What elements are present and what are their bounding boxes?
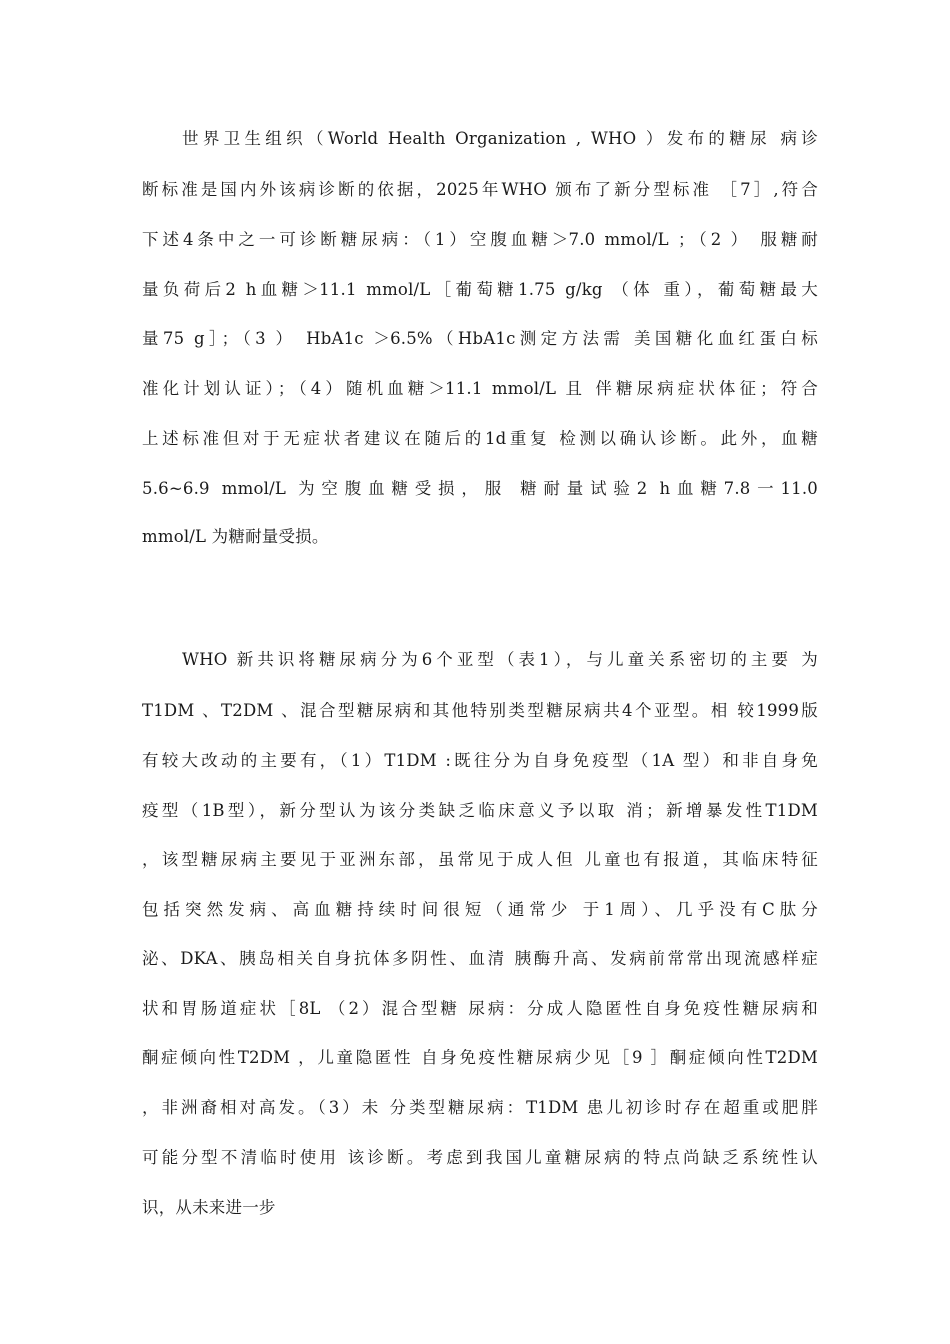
paragraph-2-line-9: 酮症倾向性T2DM ，儿童隐匿性 自身免疫性糖尿病少见［9 ］酮症倾向性T2DM [142, 1048, 818, 1067]
paragraph-2-line-5: ，该型糖尿病主要见于亚洲东部，虽常见于成人但 儿童也有报道，其临床特征 [142, 850, 818, 869]
paragraph-1-line-5: 量75 g］；（3 ） HbA1c ＞6.5%（HbA1c测定方法需 美国糖化血红蛋白标 [142, 329, 818, 348]
paragraph-1-line-1: 世界卫生组织（World Health Organization , WHO ）发布的糖尿 病诊 [182, 129, 818, 148]
paragraph-1-line-7: 上述标准但对于无症状者建议在随后的1d重复 检测以确认诊断。此外，血糖 [142, 429, 818, 448]
paragraph-2-line-11: 可能分型不清临时使用 该诊断。考虑到我国儿童糖尿病的特点尚缺乏系统性认 [142, 1148, 818, 1167]
paragraph-2-line-8: 状和胃肠道症状［8L （2）混合型糖 尿病：分成人隐匿性自身免疫性糖尿病和 [142, 999, 818, 1018]
paragraph-1-line-8: 5.6~6.9 mmol/L 为空腹血糖受损，服 糖耐量试验2 h血糖7.8一11.0 [142, 479, 818, 498]
paragraph-1-line-9: mmol/L 为糖耐量受损。 [142, 527, 329, 546]
paragraph-1-line-4: 量负荷后2 h血糖＞11.1 mmol/L［葡萄糖1.75 g/kg （体 重），葡萄糖最大 [142, 280, 818, 299]
paragraph-2-line-4: 疫型（1B型），新分型认为该分类缺乏临床意义予以取 消；新增暴发性T1DM [142, 801, 818, 820]
paragraph-2-line-6: 包括突然发病、高血糖持续时间很短（通常少 于1周）、几乎没有C肽分 [142, 900, 818, 919]
paragraph-1-line-6: 准化计划认证）；（4）随机血糖＞11.1 mmol/L 且 伴糖尿病症状体征；符合 [142, 379, 818, 398]
paragraph-2-line-7: 泌、DKA、胰岛相关自身抗体多阴性、血清 胰酶升高、发病前常常出现流感样症 [142, 949, 818, 968]
paragraph-2-line-10: ，非洲裔相对高发。（3）未 分类型糖尿病：T1DM 患儿初诊时存在超重或肥胖 [142, 1098, 818, 1117]
paragraph-2-line-1: WHO 新共识将糖尿病分为6个亚型（表1），与儿童关系密切的主要 为 [182, 650, 818, 669]
paragraph-1-line-3: 下述4条中之一可诊断糖尿病：（1）空腹血糖＞7.0 mmol/L ；（2 ） 服糖耐 [142, 230, 818, 249]
paragraph-2-line-2: T1DM 、T2DM 、混合型糖尿病和其他特别类型糖尿病共4个亚型。相 较1999版 [142, 701, 818, 720]
paragraph-2-line-12: 识，从未来进一步 [142, 1198, 276, 1217]
paragraph-1-line-2: 断标准是国内外该病诊断的依据，2025年WHO 颁布了新分型标准 ［7］,符合 [142, 180, 818, 199]
paragraph-2-line-3: 有较大改动的主要有，（1）T1DM :既往分为自身免疫型（1A 型）和非自身免 [142, 751, 818, 770]
